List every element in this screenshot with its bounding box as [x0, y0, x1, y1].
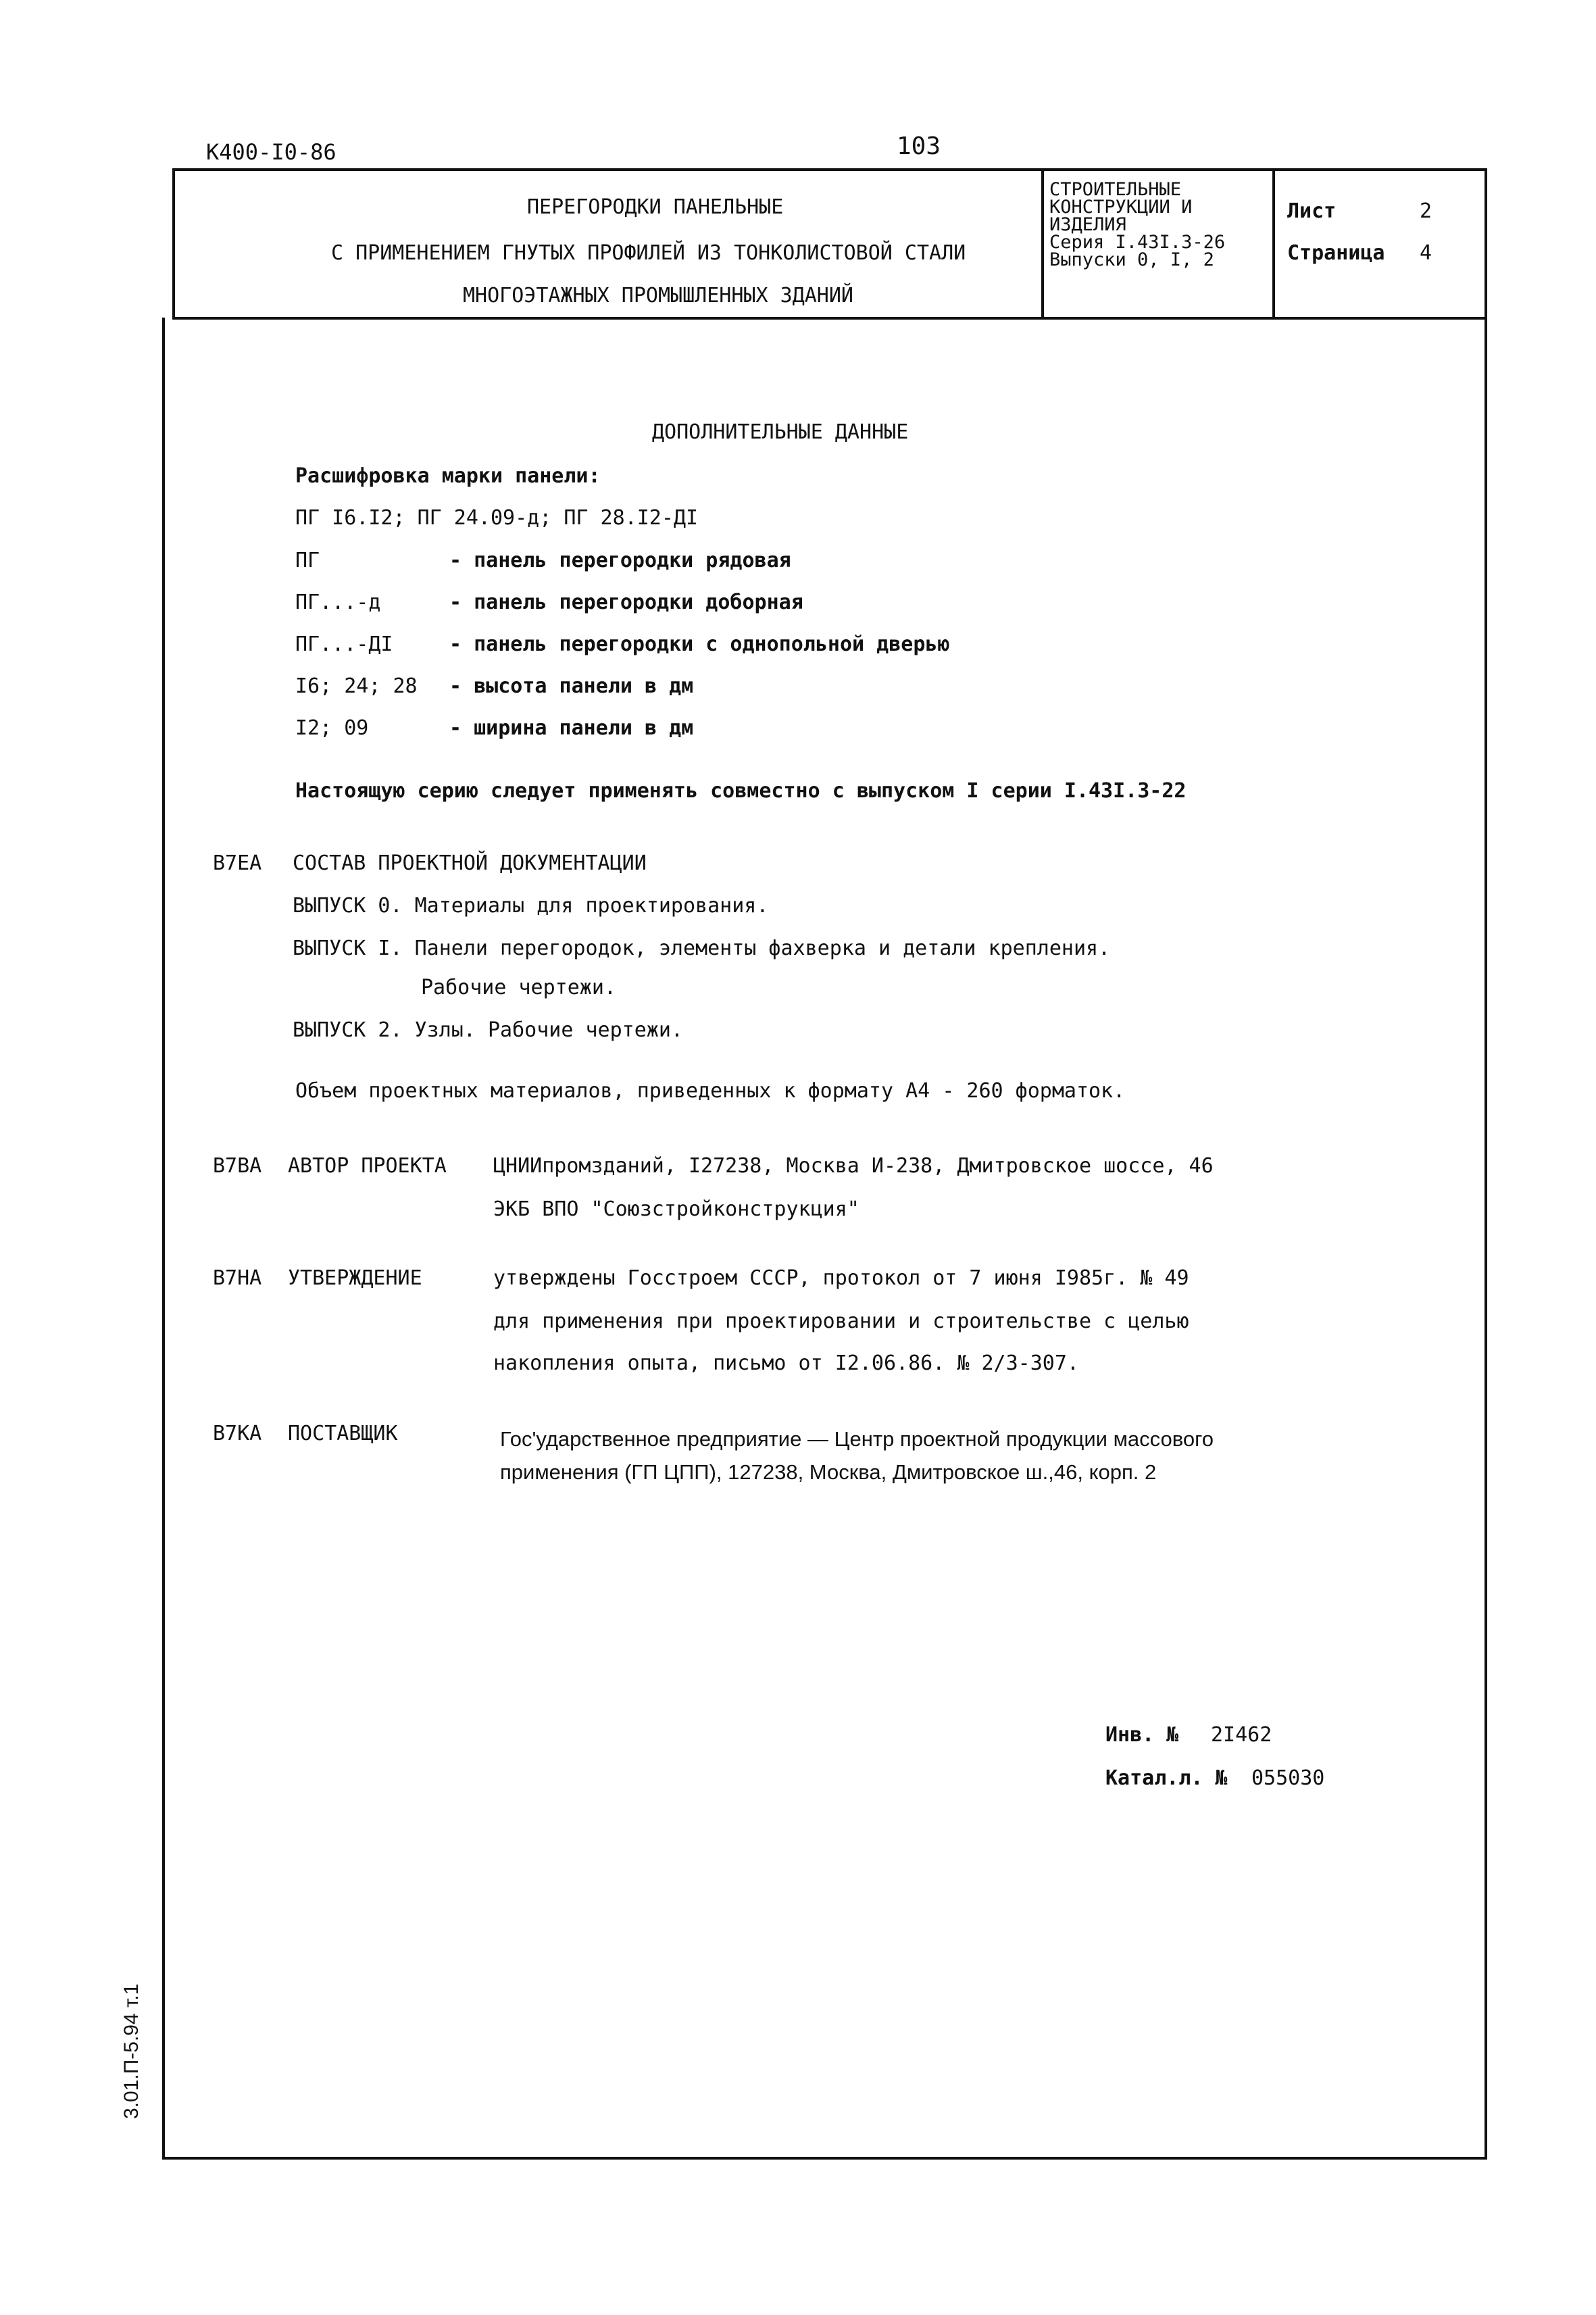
composition-line: ВЫПУСК I. Панели перегородок, элементы фахверка и детали крепления.	[293, 937, 1111, 960]
author-line: ЦНИИпромзданий, I27238, Москва И-238, Дмитровское шоссе, 46	[493, 1154, 1214, 1178]
frame-right-border	[1485, 168, 1487, 2158]
legend-code: ПГ	[295, 549, 320, 572]
header-title-line-1: ПЕРЕГОРОДКИ ПАНЕЛЬНЫЕ	[527, 195, 784, 219]
legend-code: I6; 24; 28	[295, 674, 418, 698]
author-label: АВТОР ПРОЕКТА	[288, 1154, 447, 1178]
frame-left-border	[162, 318, 165, 2160]
series-usage-note: Настоящую серию следует применять совместно с выпуском I серии I.43I.3-22	[295, 779, 1187, 803]
catalog-number: 055030	[1251, 1766, 1325, 1790]
section-code: В7КА	[213, 1422, 262, 1445]
legend-code: I2; 09	[295, 716, 369, 740]
header-divider-title	[1041, 168, 1044, 319]
author-line: ЭКБ ВПО "Союзстройконструкция"	[493, 1197, 859, 1221]
header-divider-series	[1272, 168, 1275, 319]
legend-description: - панель перегородки доборная	[449, 591, 803, 614]
header-title-line-2: С ПРИМЕНЕНИЕМ ГНУТЫХ ПРОФИЛЕЙ ИЗ ТОНКОЛИСТОВОЙ СТАЛИ	[331, 241, 966, 265]
supplier-line: Гос'ударственное предприятие — Центр проектной продукции массового	[500, 1427, 1214, 1451]
sheet-value: 2	[1420, 199, 1432, 223]
page-label: Страница	[1287, 241, 1385, 265]
materials-volume: Объем проектных материалов, приведенных к формату А4 - 260 форматок.	[295, 1079, 1126, 1103]
page-number: 103	[897, 132, 941, 160]
frame-bottom-border	[162, 2157, 1487, 2160]
catalog-label: Катал.л. №	[1105, 1766, 1228, 1790]
inventory-number: 2I462	[1211, 1723, 1272, 1747]
section-code: В7ЕА	[213, 851, 262, 875]
mark-decoding-title: Расшифровка марки панели:	[295, 464, 601, 488]
section-code: В7НА	[213, 1266, 262, 1290]
composition-line: ВЫПУСК 0. Материалы для проектирования.	[293, 894, 769, 918]
legend-description: - панель перегородки с однопольной дверью	[449, 632, 950, 656]
series-info-block	[1049, 181, 1270, 269]
series-line: ИЗДЕЛИЯ	[1049, 214, 1126, 235]
composition-title: СОСТАВ ПРОЕКТНОЙ ДОКУМЕНТАЦИИ	[293, 851, 647, 875]
frame-left-upper-border	[172, 168, 175, 319]
margin-note: 3.01.П-5.94 т.1	[120, 1983, 143, 2119]
series-line: СТРОИТЕЛЬНЫЕ	[1049, 179, 1182, 200]
legend-description: - высота панели в дм	[449, 674, 694, 698]
legend-description: - панель перегородки рядовая	[449, 549, 791, 572]
series-line: Серия I.43I.3-26	[1049, 232, 1226, 253]
document-code: К400-I0-86	[206, 139, 336, 165]
legend-description: - ширина панели в дм	[449, 716, 694, 740]
sheet-label: Лист	[1287, 199, 1337, 223]
section-code: В7ВА	[213, 1154, 262, 1178]
supplier-label: ПОСТАВЩИК	[288, 1422, 398, 1445]
legend-code: ПГ...-ДI	[295, 632, 393, 656]
series-line: Выпуски 0, I, 2	[1049, 249, 1214, 270]
page-value: 4	[1420, 241, 1432, 265]
frame-top-border	[172, 168, 1487, 171]
composition-line: Рабочие чертежи.	[421, 976, 616, 999]
header-title-line-3: МНОГОЭТАЖНЫХ ПРОМЫШЛЕННЫХ ЗДАНИЙ	[463, 284, 853, 307]
legend-code: ПГ...-д	[295, 591, 381, 614]
approval-line: накопления опыта, письмо от I2.06.86. № 2/3-307.	[493, 1351, 1079, 1375]
supplier-line: применения (ГП ЦПП), 127238, Москва, Дмитровское ш.,46, корп. 2	[500, 1460, 1157, 1484]
inventory-label: Инв. №	[1105, 1723, 1179, 1747]
mark-examples: ПГ I6.I2; ПГ 24.09-д; ПГ 28.I2-ДI	[295, 506, 699, 530]
approval-line: для применения при проектировании и строительстве с целью	[493, 1310, 1189, 1333]
approval-line: утверждены Госстроем СССР, протокол от 7 июня I985г. № 49	[493, 1266, 1189, 1290]
series-line: КОНСТРУКЦИИ И	[1049, 197, 1193, 218]
additional-data-heading: ДОПОЛНИТЕЛЬНЫЕ ДАННЫЕ	[652, 420, 909, 444]
composition-line: ВЫПУСК 2. Узлы. Рабочие чертежи.	[293, 1018, 683, 1042]
approval-label: УТВЕРЖДЕНИЕ	[288, 1266, 422, 1290]
header-bottom-border	[172, 317, 1487, 320]
